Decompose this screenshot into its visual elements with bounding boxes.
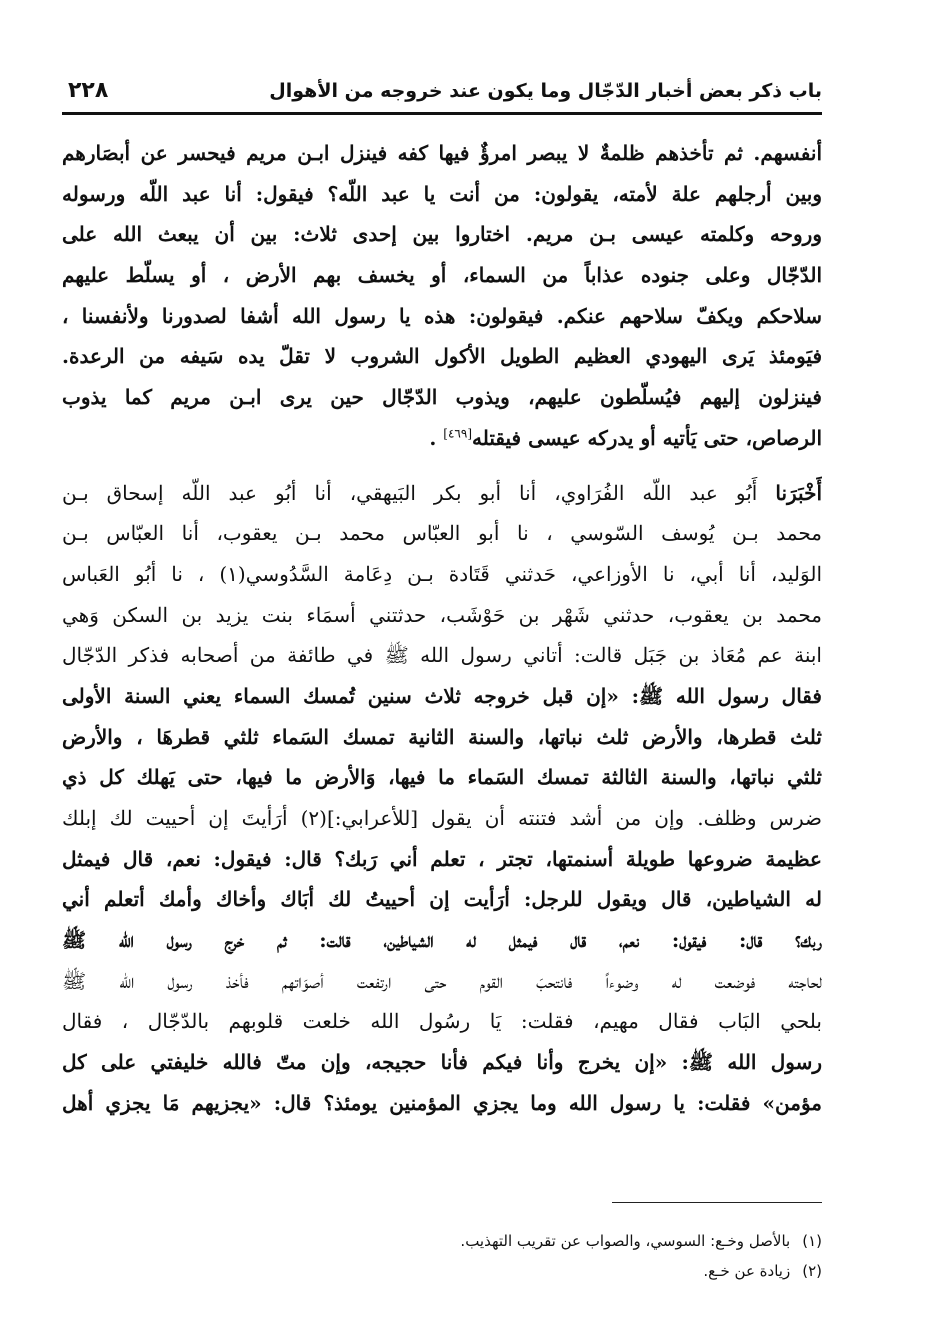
text-line: عظيمة ضروعها طويلة أسنمتها، تجتر ، تعلم أني رَبك؟ قال: فيقول: نعم، قال فيمثل [62,846,822,871]
text-line: مؤمن» فقلت: يا رسول الله وما يجزي المؤمنين يومئذ؟ قال: «يجزيهم مَا يجزي أهل [62,1090,822,1115]
text-line: بلحي البَاب فقال مهيم، فقلت: يَا رسُول الله خلعت قلوبهم بالدّجّال ، فقال [62,1009,822,1034]
text-line: فينزلون إليهم فيُسلّطون عليهم، ويذوب الدّجّال حين يرى ابـن مريم كما يذوب [62,385,822,410]
text-line: الرصاص، حتى يَأتيه أو يدركه عيسى فيقتله[٤٦٩] . [429,425,822,450]
text-line: وروحه وكلمته عيسى بـن مريم. اختاروا بين إحدى ثلاث: بين أن يبعث الله على [62,222,822,247]
footnote-text: زيادة عن خـع. [703,1262,791,1280]
text-line: ربك؟ قال: فيقول: نعم، قال فيمثل له الشياطين، قالت: ثم خرج رسول الله ﷺ [62,928,822,953]
text-line [62,473,822,514]
text-line: سلاحكم ويكفّ سلاحهم عنكم. فيقولون: هذه يا رسول الله أشفا لصدورنا ولأنفسنا ، [62,303,822,328]
text-line: الوَليد، أنا أبي، نا الأوزاعي، حَدثني قَتَادة بـن دِعَامة السَّدُوسي(١) ، نا أبُو العَباس [62,561,822,586]
text-line: محمد بن يعقوب، حدثني شَهْر بن حَوْشَب، حدثتني أسمَاء بنت يزيد بن السكن وَهي [62,602,822,627]
text-line: وبين أرجلهم علة لأمته، يقولون: من أنت يا عبد اللّه؟ فيقول: أنا عبد اللّه ورسوله [62,181,822,206]
text-line: ابنة عم مُعَاذ بن جَبَل قالت: أتاني رسول الله ﷺ في طائفة من أصحابه فذكر الدّجّال [62,643,822,668]
footnote-number: (١) [802,1232,822,1250]
text-line: ضرس وظلف. وإن من أشد فتنته أن يقول [للأعرابي:](٢) أرَأيتَ إن أحييت لك إبلك [62,806,822,830]
paragraph-isnad [62,473,822,1124]
chapter-title: باب ذكر بعض أخبار الدّجّال وما يكون عند خروجه من الأهوال [269,80,822,102]
footnote-number: (٢) [802,1262,822,1280]
text-line: محمد بـن يُوسف السّوسي ، نا أبو العبّاس محمد بـن يعقوب، أنا العبّاس بـن [62,521,822,546]
hadith-number: [٤٦٩] [443,426,473,441]
text-line: فيَومئذ يَرى اليهودي العظيم الطويل الأكول الشروب لا تقلّ يده سَيفه من الرعدة. [62,344,822,369]
footnote-divider [612,1202,822,1203]
text-line: ثلث قطرها، والأرض ثلث نباتها، والسنة الثانية تمسك السَماء ثلثي قطرهَا ، والأرض [62,724,822,749]
text-line: له الشياطين، قال ويقول للرجل: أرَأيت إن أحييتُ لك أبَاك وأخاك وأمك أتعلم أني [62,887,822,912]
main-text [62,133,822,1124]
page-number: ٢٢٨ [68,78,109,103]
text-line: أنفسهم. ثم تأخذهم ظلمةٌ لا يبصر امرؤٌ فيها كفه فينزل ابـن مريم فيحسر عن أبصَارهم [62,141,822,165]
footnote-1 [62,1226,822,1256]
footnote-2 [62,1256,822,1286]
footnotes [62,1226,822,1286]
akhbarana-lead: أَخْبَرَنا [775,480,822,505]
text-line: لحاجته فوضعت له وضوءاً فانتحبَ القوم حتى ارتفعت أصوَاتهم فأخذ رسول الله ﷺ [62,968,822,993]
text-line: الدّجّال وعلى جنوده عذاباً من السماء، أو يخسف بهم الأرض ، أو يسلّط عليهم [62,263,822,288]
footnote-text: بالأصل وخـع: السوسي، والصواب عن تقريب التهذيب. [460,1232,791,1250]
text-line-content: أَبُو عبد اللّه الفُرَاوي، أنا أبو بكر البَيهقي، أنا أبُو عبد اللّه إسحاق بـن [62,480,758,505]
document-page [62,78,822,1318]
text-line: فقال رسول الله ﷺ: «إن قبل خروجه ثلاث سنين تُمسك السماء يعني السنة الأولى [62,683,822,708]
text-line-content: الرصاص، حتى يَأتيه أو يدركه عيسى فيقتله [472,425,822,450]
text-line: ثلثي نباتها، والسنة الثالثة تمسك السَماء ما فيها، وَالأرض ما فيها، حتى يَهلك كل ذي [62,765,822,790]
text-line: رسول الله ﷺ: «إن يخرج وأنا فيكم فأنا حجيجه، وإن متّ فالله خليفتي على كل [62,1050,822,1075]
running-header [62,78,822,115]
paragraph-hadith-ending [62,133,822,459]
